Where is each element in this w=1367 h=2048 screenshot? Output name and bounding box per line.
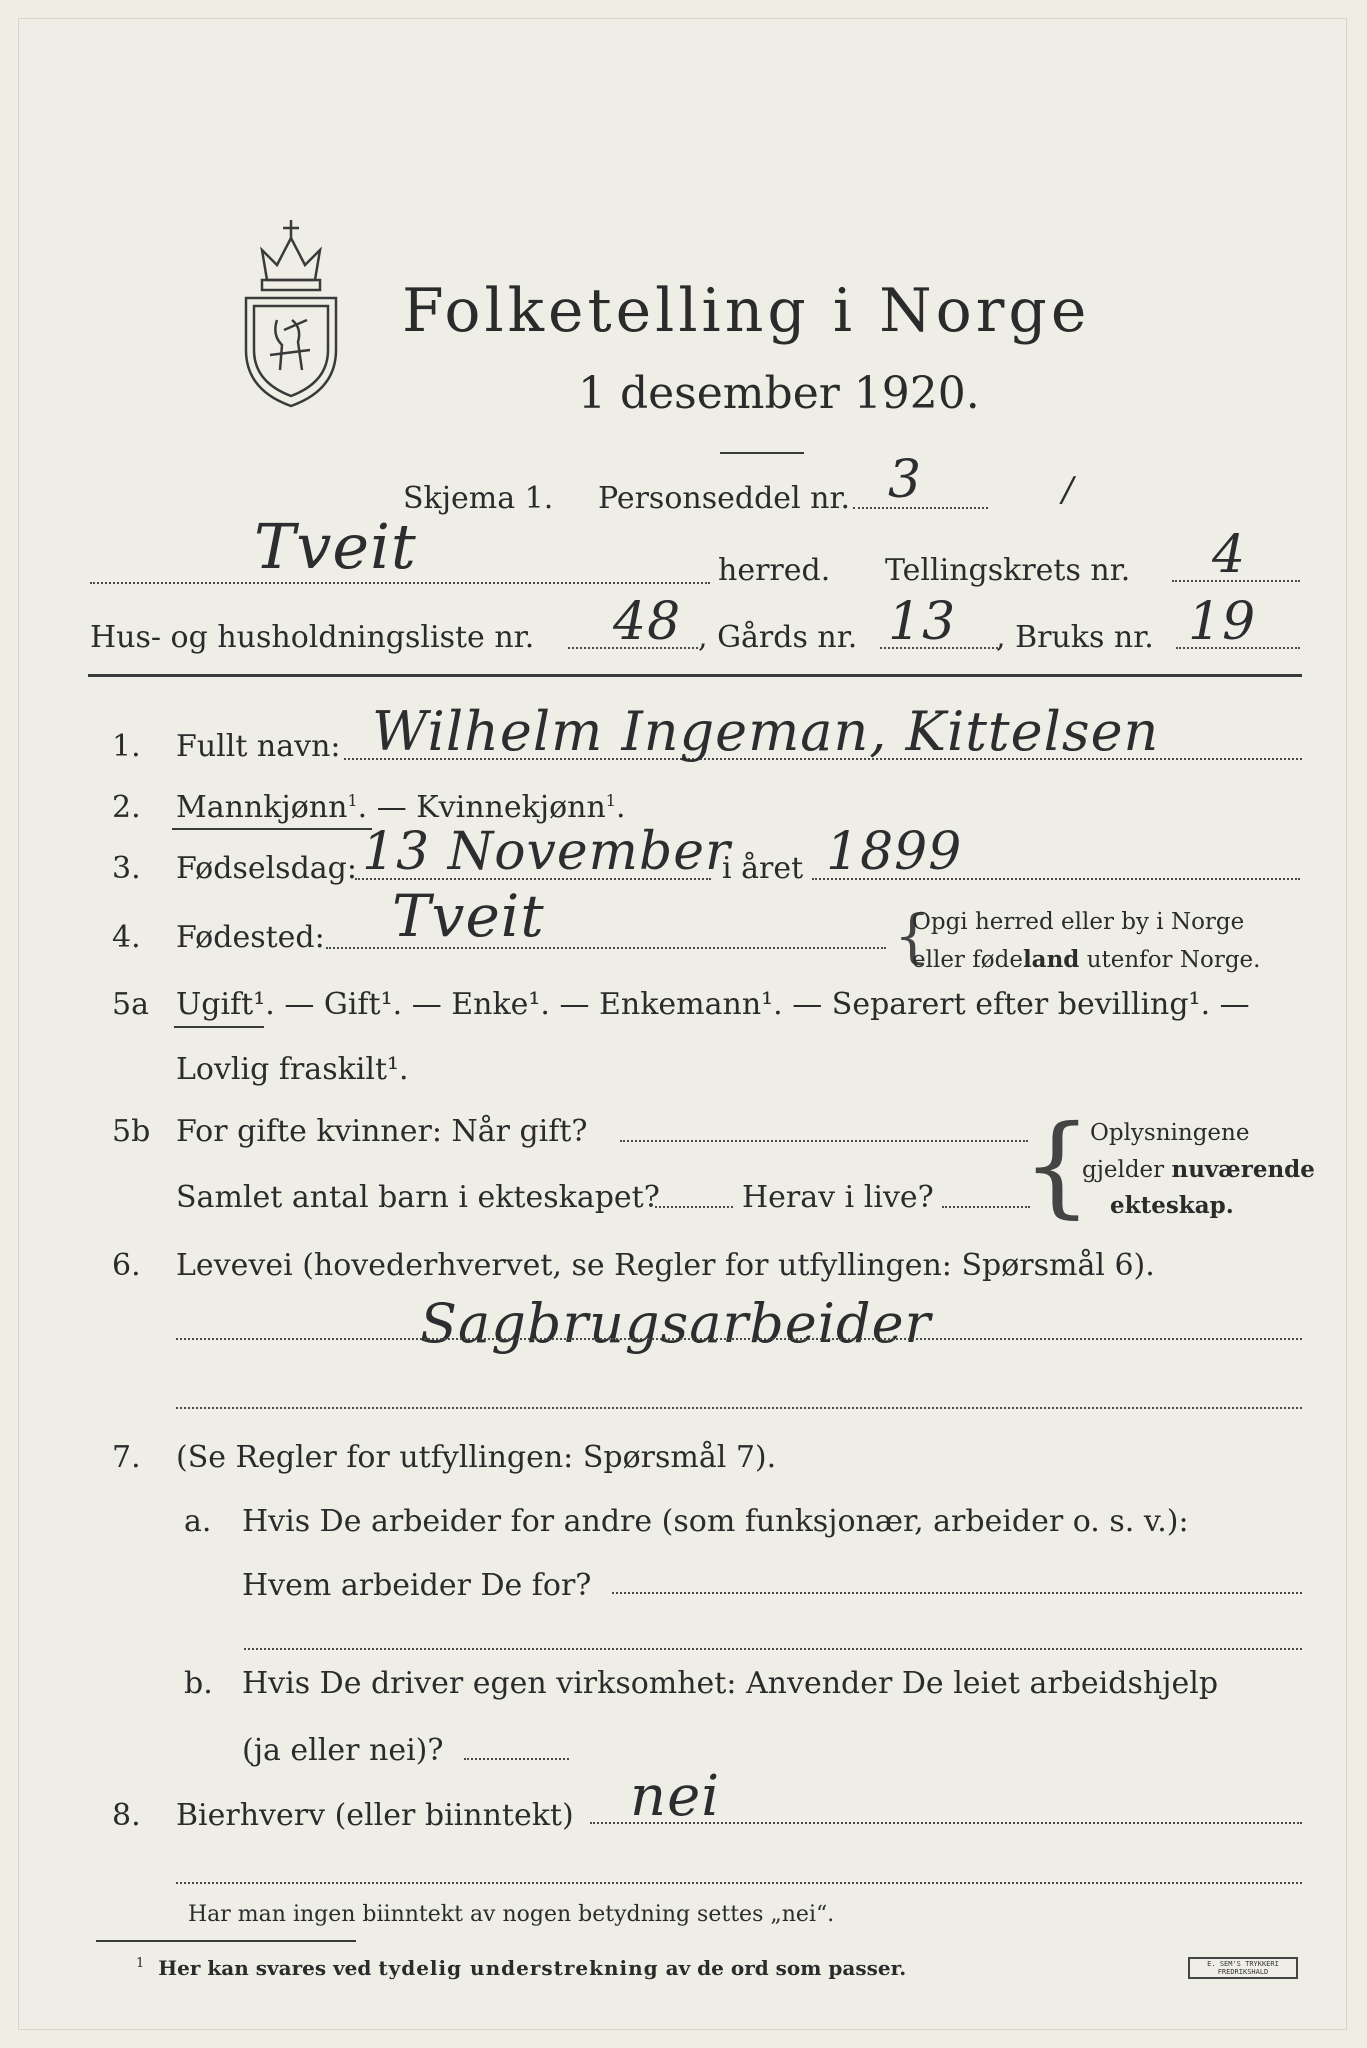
personseddel-value[interactable]: 3 [888, 450, 923, 510]
birth-year-value[interactable]: 1899 [826, 822, 963, 882]
gards-value[interactable]: 13 [888, 592, 957, 652]
married-when-line [620, 1140, 1028, 1142]
q8-number: 8. [112, 1798, 141, 1833]
birthplace-note-2b: land [1022, 946, 1080, 973]
personseddel-label: Personseddel nr. [598, 481, 851, 516]
q2-number: 2. [112, 790, 141, 825]
q5b-children-label: Samlet antal barn i ekteskapet? [176, 1180, 660, 1215]
tellingskrets-value[interactable]: 4 [1212, 525, 1247, 585]
occupation-line-2 [176, 1407, 1302, 1409]
q1-label: Fullt navn: [176, 729, 341, 764]
nei-note: Har man ingen biinntekt av nogen betydning settes „nei“. [188, 1902, 835, 1927]
marriage-note-1: Oplysningene [1090, 1120, 1250, 1146]
q3-label: Fødselsdag: [176, 851, 357, 886]
footnote-c: av de ord som passer. [658, 1956, 907, 1980]
occupation-value[interactable]: Sagbrugsarbeider [420, 1292, 932, 1355]
tellingskrets-label: Tellingskrets nr. [885, 553, 1131, 588]
herred-label: herred. [718, 553, 831, 588]
employer-line [612, 1592, 1302, 1594]
husholdningsliste-value[interactable]: 48 [613, 592, 682, 652]
q3-number: 3. [112, 851, 141, 886]
q7-number: 7. [112, 1440, 141, 1475]
q5b-number: 5b [112, 1114, 151, 1149]
q7a-letter: a. [184, 1504, 212, 1539]
marriage-brace: { [1022, 1101, 1092, 1229]
male-underline [172, 828, 372, 830]
q7a-text: Hvis De arbeider for andre (som funksjonær, arbeider o. s. v.): [242, 1504, 1189, 1539]
q7a-question: Hvem arbeider De for? [242, 1568, 592, 1603]
birthplace-note-2 [912, 946, 1260, 973]
stray-mark: / [1062, 470, 1075, 510]
q7b-letter: b. [184, 1666, 213, 1701]
birthplace-note-2a: eller føde [912, 947, 1023, 973]
q4-number: 4. [112, 920, 141, 955]
side-income-value[interactable]: nei [630, 1764, 721, 1829]
q5a-number: 5a [112, 987, 149, 1022]
occupation-line-1 [176, 1338, 1302, 1340]
female-footnote-mark: 1 [605, 791, 616, 810]
year-label: i året [722, 851, 804, 886]
norwegian-coat-of-arms-icon [232, 210, 350, 410]
employer-line-2 [244, 1648, 1302, 1650]
marriage-note-2a: gjelder [1082, 1157, 1172, 1183]
q5b-married-label: For gifte kvinner: Når gift? [176, 1114, 588, 1149]
ugift-underline [174, 1026, 264, 1028]
footnote-mark: 1 [136, 1956, 145, 1972]
birthplace-note-2c: utenfor Norge. [1079, 947, 1261, 973]
q2-separator: . — [357, 790, 417, 825]
q6-label: Levevei (hovederhvervet, se Regler for utfyllingen: Spørsmål 6). [176, 1248, 1155, 1283]
alive-line [942, 1206, 1030, 1208]
q6-number: 6. [112, 1248, 141, 1283]
footnote [136, 1956, 906, 1980]
q5b-alive-label: Herav i live? [742, 1180, 934, 1215]
q1-number: 1. [112, 729, 141, 764]
q7b-question: (ja eller nei)? [242, 1733, 444, 1768]
marital-status-options-2[interactable]: Lovlig fraskilt¹. [176, 1052, 409, 1087]
census-date: 1 desember 1920. [578, 368, 980, 419]
birthplace-brace: { [894, 902, 931, 970]
birthplace-value[interactable]: Tveit [392, 882, 545, 950]
header-rule [88, 674, 1302, 677]
marriage-note-2b: nuværende [1171, 1156, 1315, 1183]
q7b-text: Hvis De driver egen virksomhet: Anvender De leiet arbeidshjelp [242, 1666, 1219, 1701]
footnote-b: tydelig understrekning [378, 1956, 659, 1980]
marital-status-options[interactable]: Ugift¹. — Gift¹. — Enke¹. — Enkemann¹. — Separert efter bevilling¹. — [176, 987, 1250, 1022]
birthplace-note-1: Opgi herred eller by i Norge [912, 909, 1245, 935]
footnote-a: Her kan svares ved [158, 1956, 379, 1980]
q8-label: Bierhverv (eller biinntekt) [176, 1798, 574, 1833]
bruks-label: , Bruks nr. [996, 620, 1154, 655]
q4-label: Fødested: [176, 920, 325, 955]
page-title: Folketelling i Norge [402, 276, 1091, 346]
birthday-value[interactable]: 13 November [362, 822, 731, 882]
footer-rule [96, 1940, 356, 1942]
marriage-note-3: ekteskap. [1110, 1192, 1234, 1219]
q2-options [176, 790, 626, 825]
male-option[interactable]: Mannkjønn [176, 790, 348, 825]
female-option[interactable]: Kvinnekjønn [416, 790, 606, 825]
q7-label: (Se Regler for utfyllingen: Spørsmål 7). [176, 1440, 777, 1475]
gards-label: , Gårds nr. [698, 620, 858, 655]
printer-stamp: E. SEM'S TRYKKERI FREDRIKSHALD [1188, 1957, 1298, 1979]
full-name-value[interactable]: Wilhelm Ingeman, Kittelsen [372, 700, 1160, 763]
marriage-note-2 [1082, 1156, 1315, 1183]
q2-end: . [615, 790, 626, 825]
male-footnote-mark: 1 [347, 791, 358, 810]
hired-help-line [464, 1758, 569, 1760]
title-divider [720, 452, 804, 454]
bruks-value[interactable]: 19 [1188, 592, 1257, 652]
husholdningsliste-label: Hus- og husholdningsliste nr. [90, 620, 535, 655]
herred-value[interactable]: Tveit [254, 510, 417, 583]
side-income-line-2 [176, 1882, 1302, 1884]
skjema-label: Skjema 1. [403, 481, 554, 516]
children-line [655, 1206, 733, 1208]
